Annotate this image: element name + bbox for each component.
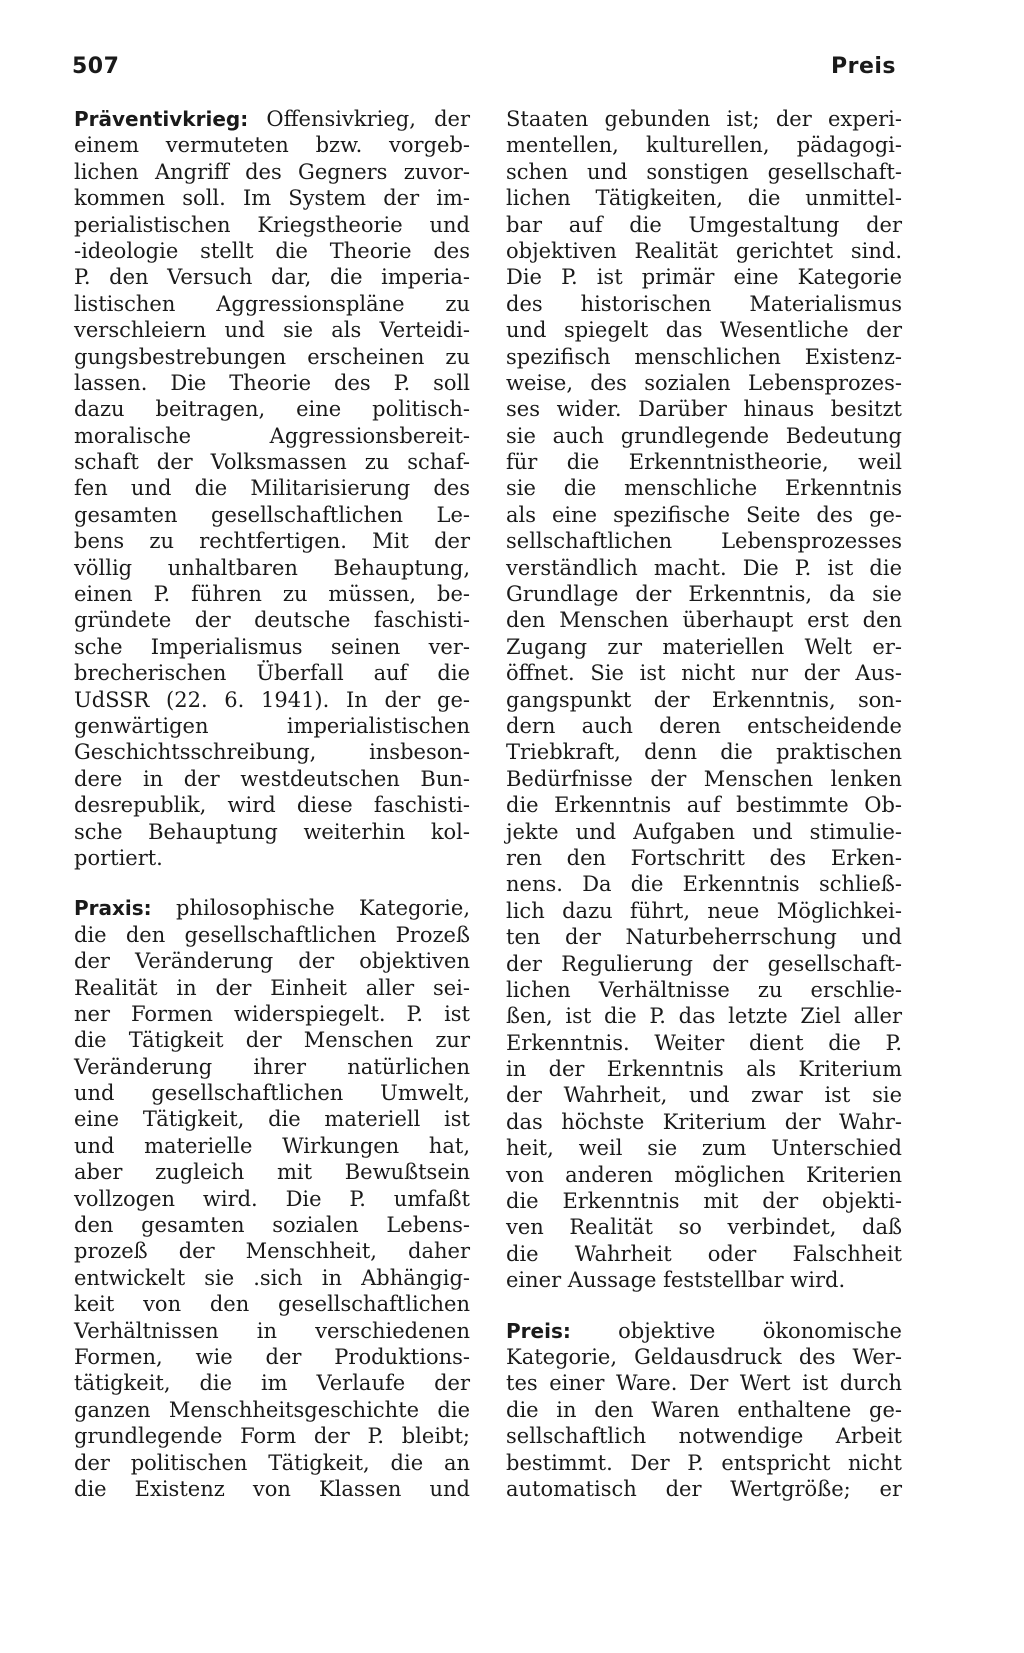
text-line <box>506 1030 902 1056</box>
text-line <box>74 1476 470 1502</box>
line-text: aber zugleich mit Bewußtsein <box>74 1160 470 1185</box>
text-line <box>506 502 902 528</box>
line-text: des historischen Materialismus <box>506 291 902 316</box>
text-line <box>74 132 470 158</box>
line-text: lassen. Die Theorie des P. soll <box>74 370 470 395</box>
text-line <box>506 396 902 422</box>
line-text: in der Erkenntnis als Kriterium <box>506 1057 902 1082</box>
line-text: bens zu rechtfertigen. Mit der <box>74 529 470 554</box>
text-line <box>74 475 470 501</box>
line-text: ganzen Menschheitsgeschichte die <box>74 1397 470 1422</box>
text-line <box>506 132 902 158</box>
line-text: die Tätigkeit der Menschen zur <box>74 1028 470 1053</box>
line-text: der politischen Tätigkeit, die an <box>74 1450 470 1475</box>
line-text: objektiven Realität gerichtet sind. <box>506 238 902 263</box>
line-text: entwickelt sie .sich in Abhängig- <box>74 1265 470 1290</box>
line-text: Zugang zur materiellen Welt er- <box>506 634 902 659</box>
line-text: der Regulierung der gesellschaft- <box>506 951 902 976</box>
line-text: sie die menschliche Erkenntnis <box>506 476 902 501</box>
line-text: bestimmt. Der P. entspricht nicht <box>506 1450 902 1475</box>
line-text: einem vermuteten bzw. vorgeb- <box>74 133 470 158</box>
line-text: die den gesellschaftlichen Prozeß <box>74 922 470 947</box>
text-line <box>74 845 470 871</box>
line-text: als eine spezifische Seite des ge- <box>506 502 902 527</box>
text-line <box>74 1186 470 1212</box>
line-text: mentellen, kulturellen, pädagogi- <box>506 133 902 158</box>
line-text: lich dazu führt, neue Möglichkei- <box>506 898 902 923</box>
text-line <box>74 264 470 290</box>
text-line <box>74 185 470 211</box>
entry-term: Preis: <box>506 1318 571 1343</box>
text-line <box>506 1135 902 1161</box>
text-line <box>74 317 470 343</box>
line-text: sie auch grundlegende Bedeutung <box>506 423 902 448</box>
line-text: spezifisch menschlichen Existenz- <box>506 344 902 369</box>
line-text: dern auch deren entscheidende <box>506 713 902 738</box>
text-line <box>506 687 902 713</box>
text-line <box>74 555 470 581</box>
text-line <box>506 713 902 739</box>
text-line <box>74 1106 470 1132</box>
text-line <box>74 766 470 792</box>
line-text: objektive ökonomische <box>570 1318 902 1343</box>
line-text: UdSSR (22. 6. 1941). In der ge- <box>74 687 470 712</box>
entry-praxis-continued <box>506 106 902 1294</box>
line-text: der Wahrheit, und zwar ist sie <box>506 1083 902 1108</box>
text-line <box>74 634 470 660</box>
text-line <box>74 713 470 739</box>
text-line <box>506 370 902 396</box>
text-line <box>74 1370 470 1396</box>
text-line <box>506 1397 902 1423</box>
text-line <box>74 502 470 528</box>
text-line <box>74 922 470 948</box>
text-line <box>74 1027 470 1053</box>
text-line <box>506 1003 902 1029</box>
text-line <box>506 1214 902 1240</box>
line-text: und gesellschaftlichen Umwelt, <box>74 1081 470 1106</box>
text-line <box>506 607 902 633</box>
line-text: die in den Waren enthaltene ge- <box>506 1397 902 1422</box>
text-line <box>74 1318 470 1344</box>
text-line <box>506 1423 902 1449</box>
line-text: P. den Versuch dar, die imperia- <box>74 265 470 290</box>
text-line <box>506 1450 902 1476</box>
text-line <box>506 185 902 211</box>
text-line <box>74 1450 470 1476</box>
line-text: automatisch der Wertgröße; er <box>506 1476 902 1501</box>
line-text: lichen Tätigkeiten, die unmittel- <box>506 186 902 211</box>
text-line <box>506 291 902 317</box>
text-line <box>74 1080 470 1106</box>
line-text: jekte und Aufgaben und stimulie- <box>506 819 902 844</box>
line-text: ner Formen widerspiegelt. P. ist <box>74 1001 470 1026</box>
line-text: Die P. ist primär eine Kategorie <box>506 265 902 290</box>
line-text: sellschaftlichen Lebensprozesses <box>506 529 902 554</box>
text-line <box>506 1241 902 1267</box>
text-line <box>506 1267 902 1293</box>
line-text: Geschichtsschreibung, insbeson- <box>74 740 470 765</box>
text-line <box>74 1344 470 1370</box>
line-text: Formen, wie der Produktions- <box>74 1344 470 1369</box>
text-line <box>74 1238 470 1264</box>
line-text: die Existenz von Klassen und <box>74 1476 470 1501</box>
line-text: kommen soll. Im System der im- <box>74 186 470 211</box>
text-line <box>74 1054 470 1080</box>
text-line <box>506 819 902 845</box>
text-line <box>74 1265 470 1291</box>
right-column <box>506 106 902 1502</box>
line-text: philosophische Kategorie, <box>151 896 470 921</box>
line-text: und spiegelt das Wesentliche der <box>506 318 902 343</box>
text-line <box>74 528 470 554</box>
line-text: fen und die Militarisierung des <box>74 476 470 501</box>
text-line <box>506 106 902 132</box>
text-line <box>506 555 902 581</box>
text-line <box>74 106 470 132</box>
text-line <box>74 660 470 686</box>
line-text: Offensivkrieg, der <box>248 107 470 131</box>
line-text: tes einer Ware. Der Wert ist durch <box>506 1371 902 1396</box>
entry-preis <box>506 1318 902 1503</box>
text-line <box>506 951 902 977</box>
line-text: portiert. <box>74 845 163 870</box>
text-line <box>74 449 470 475</box>
text-line <box>506 871 902 897</box>
text-line <box>506 264 902 290</box>
entry-term: Praxis: <box>74 896 152 921</box>
line-text: Verhältnissen in verschiedenen <box>74 1318 470 1343</box>
text-line <box>74 159 470 185</box>
line-text: Bedürfnisse der Menschen lenken <box>506 766 902 791</box>
text-line <box>74 1159 470 1185</box>
line-text: Veränderung ihrer natürlichen <box>74 1054 470 1079</box>
line-text: dazu beitragen, eine politisch- <box>74 397 470 422</box>
text-line <box>506 739 902 765</box>
line-text: ten der Naturbeherrschung und <box>506 925 902 950</box>
line-text: verständlich macht. Die P. ist die <box>506 555 902 580</box>
line-text: Realität in der Einheit aller sei- <box>74 975 470 1000</box>
line-text: Staaten gebunden ist; der experi- <box>506 107 902 131</box>
text-line <box>74 423 470 449</box>
text-line <box>506 449 902 475</box>
line-text: Grundlage der Erkenntnis, da sie <box>506 582 902 607</box>
text-line <box>506 1056 902 1082</box>
line-text: moralische Aggressionsbereit- <box>74 423 470 448</box>
text-line <box>506 528 902 554</box>
line-text: öffnet. Sie ist nicht nur der Aus- <box>506 661 902 686</box>
line-text: vollzogen wird. Die P. umfaßt <box>74 1186 470 1211</box>
line-text: prozeß der Menschheit, daher <box>74 1239 470 1264</box>
text-line <box>74 687 470 713</box>
text-line <box>506 1318 902 1344</box>
line-text: sche Behauptung weiterhin kol- <box>74 819 470 844</box>
line-text: einen P. führen zu müssen, be- <box>74 582 470 607</box>
line-text: gesamten gesellschaftlichen Le- <box>74 502 470 527</box>
line-text: brecherischen Überfall auf die <box>74 661 470 686</box>
text-line <box>506 159 902 185</box>
line-text: heit, weil sie zum Unterschied <box>506 1136 902 1161</box>
line-text: listischen Aggressionspläne zu <box>74 291 470 316</box>
line-text: weise, des sozialen Lebensprozes- <box>506 370 902 395</box>
line-text: gungsbestrebungen erscheinen zu <box>74 344 470 369</box>
text-line <box>506 634 902 660</box>
text-line <box>506 1082 902 1108</box>
text-line <box>506 898 902 924</box>
text-line <box>506 1344 902 1370</box>
line-text: das höchste Kriterium der Wahr- <box>506 1109 902 1134</box>
line-text: der Veränderung der objektiven <box>74 949 470 974</box>
text-line <box>506 1109 902 1135</box>
text-line <box>506 475 902 501</box>
text-line <box>74 1133 470 1159</box>
text-line <box>506 1188 902 1214</box>
entry-praxis <box>74 895 470 1502</box>
line-text: genwärtigen imperialistischen <box>74 713 470 738</box>
text-line <box>74 1001 470 1027</box>
line-text: gründete der deutsche faschisti- <box>74 608 470 633</box>
text-line <box>506 1370 902 1396</box>
text-line <box>506 924 902 950</box>
entry-praeventivkrieg <box>74 106 470 871</box>
left-column <box>74 106 470 1502</box>
text-line <box>74 819 470 845</box>
line-text: einer Aussage feststellbar wird. <box>506 1268 846 1293</box>
line-text: von anderen möglichen Kriterien <box>506 1162 902 1187</box>
line-text: schen und sonstigen gesellschaft- <box>506 159 902 184</box>
text-line <box>74 948 470 974</box>
line-text: schaft der Volksmassen zu schaf- <box>74 450 470 475</box>
text-line <box>506 317 902 343</box>
text-line <box>506 1162 902 1188</box>
line-text: die Erkenntnis auf bestimmte Ob- <box>506 793 902 818</box>
text-line <box>74 1291 470 1317</box>
text-line <box>74 895 470 921</box>
line-text: ren den Fortschritt des Erken- <box>506 845 902 870</box>
text-line <box>74 344 470 370</box>
text-line <box>74 975 470 1001</box>
line-text: sellschaftlich notwendige Arbeit <box>506 1424 902 1449</box>
text-line <box>506 238 902 264</box>
line-text: die Erkenntnis mit der objekti- <box>506 1189 902 1214</box>
text-line <box>74 396 470 422</box>
page-number: 507 <box>72 54 120 79</box>
line-text: -ideologie stellt die Theorie des <box>74 238 470 263</box>
text-line <box>506 581 902 607</box>
text-line <box>74 792 470 818</box>
line-text: lichen Verhältnisse zu erschlie- <box>506 977 902 1002</box>
line-text: Erkenntnis. Weiter dient die P. <box>506 1030 902 1055</box>
text-line <box>506 344 902 370</box>
text-line <box>74 1423 470 1449</box>
line-text: ßen, ist die P. das letzte Ziel aller <box>506 1004 902 1029</box>
text-line <box>506 766 902 792</box>
line-text: und materielle Wirkungen hat, <box>74 1133 470 1158</box>
text-line <box>74 370 470 396</box>
entry-term: Präventivkrieg: <box>74 107 249 131</box>
line-text: keit von den gesellschaftlichen <box>74 1292 470 1317</box>
text-line <box>506 977 902 1003</box>
line-text: bar auf die Umgestaltung der <box>506 212 902 237</box>
line-text: ven Realität so verbindet, daß <box>506 1215 902 1240</box>
line-text: perialistischen Kriegstheorie und <box>74 212 470 237</box>
text-line <box>74 1212 470 1238</box>
line-text: nens. Da die Erkenntnis schließ- <box>506 872 902 897</box>
line-text: tätigkeit, die im Verlaufe der <box>74 1371 470 1396</box>
text-line <box>74 291 470 317</box>
text-line <box>74 739 470 765</box>
line-text: desrepublik, wird diese faschisti- <box>74 793 470 818</box>
text-line <box>74 607 470 633</box>
line-text: dere in der westdeutschen Bun- <box>74 766 470 791</box>
line-text: lichen Angriff des Gegners zuvor- <box>74 159 470 184</box>
text-line <box>506 660 902 686</box>
line-text: ses wider. Darüber hinaus besitzt <box>506 397 902 422</box>
line-text: Kategorie, Geldausdruck des Wer- <box>506 1344 902 1369</box>
line-text: eine Tätigkeit, die materiell ist <box>74 1107 470 1132</box>
text-line <box>506 792 902 818</box>
line-text: grundlegende Form der P. bleibt; <box>74 1424 470 1449</box>
text-line <box>506 1476 902 1502</box>
text-line <box>74 581 470 607</box>
running-head: Preis <box>830 54 896 79</box>
line-text: für die Erkenntnistheorie, weil <box>506 450 902 475</box>
line-text: Triebkraft, denn die praktischen <box>506 740 902 765</box>
text-line <box>506 845 902 871</box>
line-text: verschleiern und sie als Verteidi- <box>74 318 470 343</box>
text-line <box>506 423 902 449</box>
text-line <box>74 1397 470 1423</box>
line-text: sche Imperialismus seinen ver- <box>74 634 470 659</box>
line-text: die Wahrheit oder Falschheit <box>506 1241 902 1266</box>
line-text: den Menschen überhaupt erst den <box>506 608 902 633</box>
line-text: den gesamten sozialen Lebens- <box>74 1213 470 1238</box>
text-line <box>74 212 470 238</box>
text-line <box>506 212 902 238</box>
line-text: völlig unhaltbaren Behauptung, <box>74 555 470 580</box>
line-text: gangspunkt der Erkenntnis, son- <box>506 687 902 712</box>
text-line <box>74 238 470 264</box>
